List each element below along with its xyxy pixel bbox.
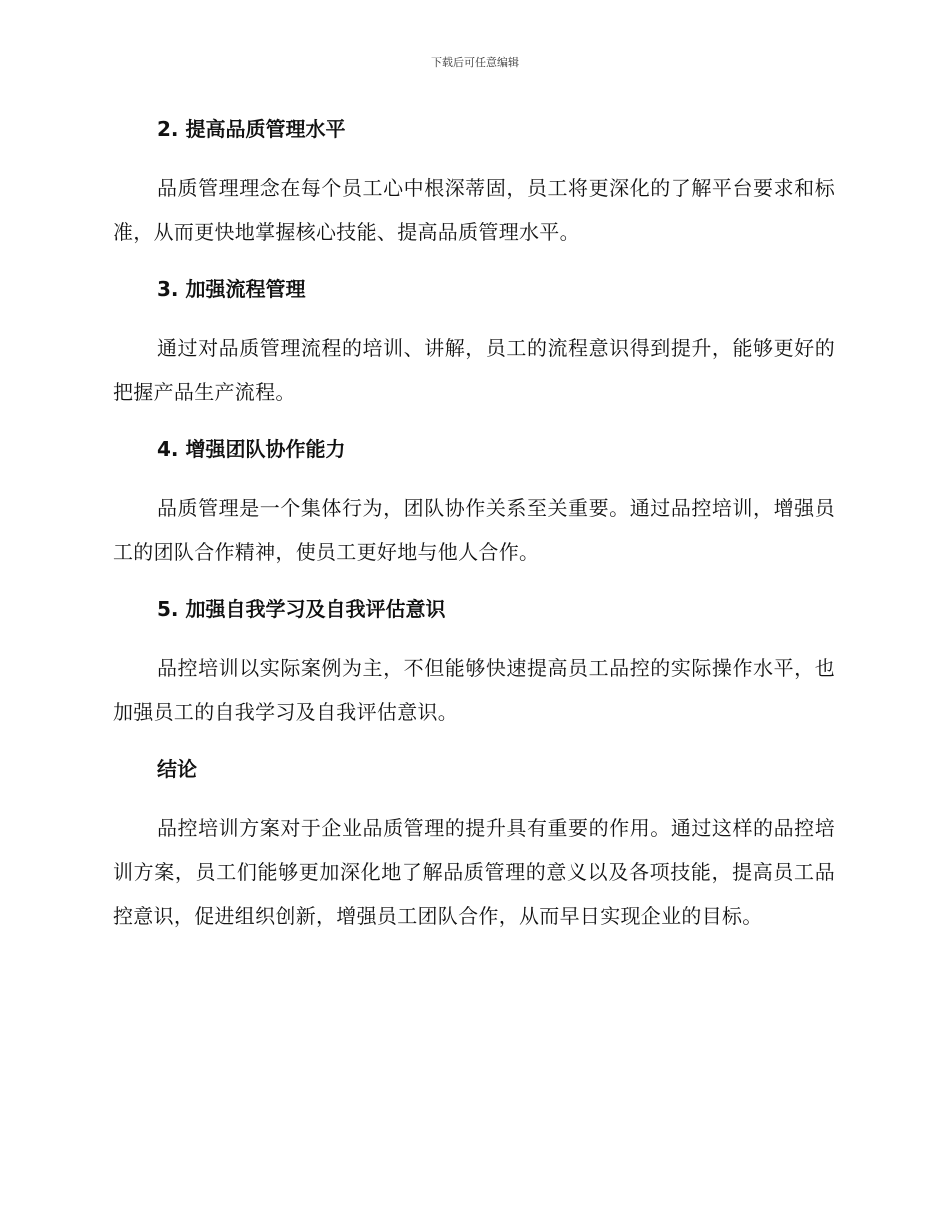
section-paragraph-3: 通过对品质管理流程的培训、讲解，员工的流程意识得到提升，能够更好的把握产品生产流程。 (113, 336, 835, 404)
section-paragraph-5: 品控培训以实际案例为主，不但能够快速提高员工品控的实际操作水平，也加强员工的自我学习及自我评估意识。 (113, 656, 835, 724)
document-body (113, 108, 835, 952)
section-paragraph-2: 品质管理理念在每个员工心中根深蒂固，员工将更深化的了解平台要求和标准，从而更快地掌握核心技能、提高品质管理水平。 (113, 176, 835, 244)
section-heading-3: 3. 加强流程管理 (157, 277, 306, 301)
conclusion-heading: 结论 (157, 757, 197, 781)
section-heading-2: 2. 提高品质管理水平 (157, 117, 346, 141)
section-heading-5: 5. 加强自我学习及自我评估意识 (157, 597, 446, 621)
conclusion-paragraph: 品控培训方案对于企业品质管理的提升具有重要的作用。通过这样的品控培训方案，员工们能够更加深化地了解品质管理的意义以及各项技能，提高员工品控意识，促进组织创新，增强员工团队合作，从而早日实现企业的目标。 (113, 816, 835, 928)
page-header-note: 下载后可任意编辑 (431, 56, 519, 69)
section-paragraph-4: 品质管理是一个集体行为，团队协作关系至关重要。通过品控培训，增强员工的团队合作精神，使员工更好地与他人合作。 (113, 496, 835, 564)
section-heading-4: 4. 增强团队协作能力 (157, 437, 346, 461)
